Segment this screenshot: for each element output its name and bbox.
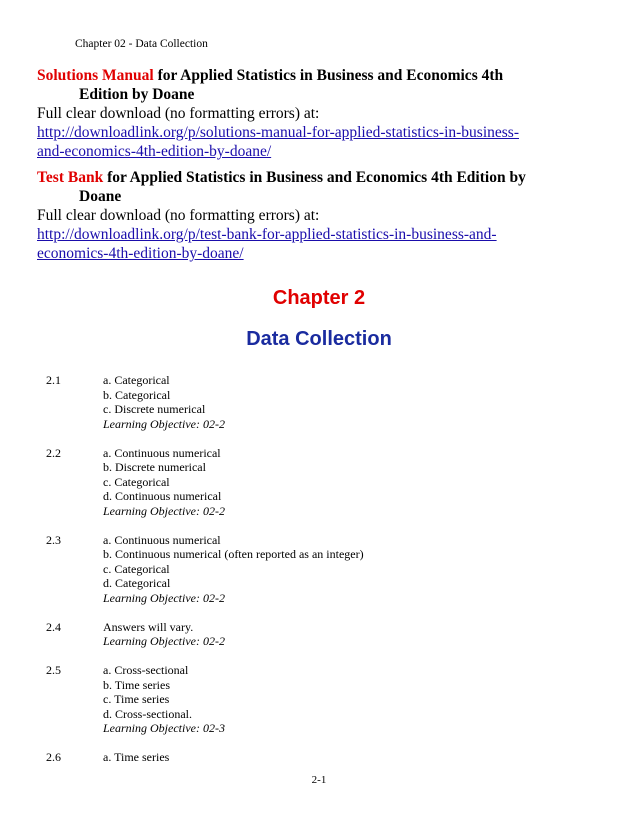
promo-url-line[interactable]: economics-4th-edition-by-doane/ bbox=[37, 245, 244, 262]
exercise-item bbox=[46, 446, 606, 519]
promo-title-cont: Doane bbox=[79, 188, 122, 205]
promo-title bbox=[37, 168, 597, 187]
promo-download-link[interactable] bbox=[37, 225, 597, 263]
answer-line: a. Continuous numerical bbox=[103, 445, 221, 460]
answer-line: c. Categorical bbox=[103, 474, 170, 489]
promo-download-link[interactable] bbox=[37, 123, 597, 161]
exercise-number: 2.2 bbox=[46, 445, 61, 460]
exercise-item bbox=[46, 533, 606, 606]
promo-title-text: for Applied Statistics in Business and Economics 4th bbox=[153, 67, 504, 84]
answer-line: c. Categorical bbox=[103, 561, 170, 576]
promo-url-line[interactable]: http://downloadlink.org/p/test-bank-for-applied-statistics-in-business-and- bbox=[37, 226, 497, 243]
exercise-item bbox=[46, 750, 606, 765]
page-number: 2-1 bbox=[311, 774, 327, 786]
answer-line: b. Discrete numerical bbox=[103, 460, 206, 474]
answer-line: b. Time series bbox=[103, 677, 171, 692]
promo-title bbox=[37, 66, 597, 85]
chapter-number: Chapter 2 bbox=[272, 287, 366, 309]
promo-download-text: Full clear download (no formatting errors) at: bbox=[37, 207, 320, 224]
exercise-item bbox=[46, 620, 606, 649]
learning-objective: Learning Objective: 02-2 bbox=[103, 416, 225, 431]
answer-line: b. Categorical bbox=[103, 387, 171, 402]
exercise-number: 2.3 bbox=[46, 532, 61, 547]
answer-line: d. Cross-sectional. bbox=[103, 706, 192, 721]
learning-objective: Learning Objective: 02-2 bbox=[103, 634, 225, 648]
learning-objective: Learning Objective: 02-2 bbox=[103, 590, 225, 605]
promo-title-text: for Applied Statistics in Business and Economics 4th Edition by bbox=[103, 169, 526, 186]
chapter-title: Data Collection bbox=[246, 328, 392, 350]
answer-line: a. Time series bbox=[103, 750, 170, 764]
exercise-number: 2.6 bbox=[46, 750, 61, 764]
learning-objective: Learning Objective: 02-2 bbox=[103, 503, 225, 518]
answer-line: c. Discrete numerical bbox=[103, 402, 206, 416]
answer-line: d. Continuous numerical bbox=[103, 489, 222, 503]
running-head: Chapter 02 - Data Collection bbox=[75, 38, 208, 50]
promo-url-line[interactable]: http://downloadlink.org/p/solutions-manual-for-applied-statistics-in-business- bbox=[37, 124, 519, 141]
promo-title-cont: Edition by Doane bbox=[79, 86, 195, 103]
promo-url-line[interactable]: and-economics-4th-edition-by-doane/ bbox=[37, 143, 272, 160]
exercise-number: 2.5 bbox=[46, 663, 61, 677]
exercise-list bbox=[46, 373, 606, 779]
answer-line: a. Continuous numerical bbox=[103, 532, 221, 547]
answer-line: b. Continuous numerical (often reported as an integer) bbox=[103, 547, 364, 561]
exercise-number: 2.1 bbox=[46, 373, 61, 387]
promo-label: Test Bank bbox=[37, 169, 104, 186]
answer-line: d. Categorical bbox=[103, 576, 171, 590]
answer-line: a. Cross-sectional bbox=[103, 663, 189, 677]
exercise-item bbox=[46, 663, 606, 736]
answer-line: a. Categorical bbox=[103, 373, 170, 387]
test-bank-promo bbox=[37, 168, 597, 263]
exercise-item bbox=[46, 373, 606, 431]
answer-line: c. Time series bbox=[103, 692, 170, 706]
promo-label: Solutions Manual bbox=[37, 67, 154, 84]
answer-line: Answers will vary. bbox=[103, 619, 194, 634]
exercise-number: 2.4 bbox=[46, 619, 61, 634]
learning-objective: Learning Objective: 02-3 bbox=[103, 721, 225, 735]
solutions-manual-promo bbox=[37, 66, 597, 161]
promo-download-text: Full clear download (no formatting errors) at: bbox=[37, 105, 320, 122]
